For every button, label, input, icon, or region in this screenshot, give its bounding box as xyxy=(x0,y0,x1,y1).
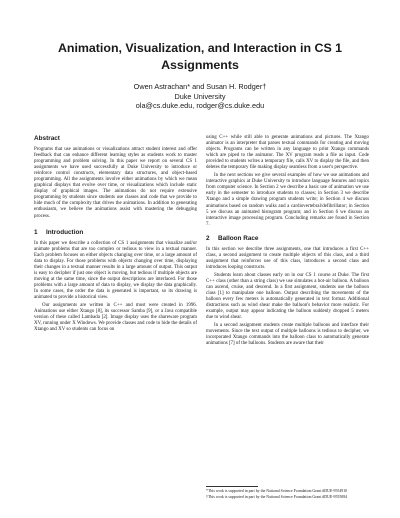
footnote: *This work is supported in part by the National Science Foundation Grant #DUE-9554910 xyxy=(206,489,348,493)
balloon-paragraph: Students learn about classes early on in our CS 1 course at Duke. The first C++ class (other than a string class) we use simulates a hot-air balloon. A balloon can ascend, cruise, and descend. In a first assignment, students use the balloon class [1] to manipulate one balloon. Output describing the movements of the balloon every few meters is automatically generated in text format. Additional distractions such as wind shear make the balloon's behavior more realistic. For example, output may appear indicating the balloon suddenly dropped 5 meters due to wind shear. xyxy=(206,272,369,321)
section-heading-balloon-race xyxy=(206,235,369,243)
abstract-heading: Abstract xyxy=(34,135,60,142)
section-title: Introduction xyxy=(46,228,84,236)
section-title: Balloon Race xyxy=(218,234,259,242)
author-affiliation: Duke University xyxy=(174,91,226,101)
footnote-rule xyxy=(206,486,258,487)
right-column xyxy=(206,135,369,349)
left-column xyxy=(34,135,197,335)
section-heading-introduction xyxy=(34,229,197,237)
paper-title: Animation, Visualization, and Interaction in CS 1 Assignments xyxy=(57,41,343,72)
balloon-paragraph: In a second assignment students create multiple balloons and interface their movements. Since the text output of multiple balloons is tedious to decipher, we incorporated Xtango commands into the balloon class to automatically generate animations [7] of the balloons. Students are aware that their xyxy=(206,323,369,347)
author-emails: ola@cs.duke.edu, rodger@cs.duke.edu xyxy=(135,101,265,111)
footnotes xyxy=(206,486,369,500)
intro-continued-paragraph: using C++ while still able to generate animations and pictures. The Xtango animator is an interpreter that parses textual commands for creating and moving objects. Programs can be written in any language to print Xtango commands which are piped to the animator. The XV program reads a file as input. Code provided to students writes a temporary file, calls XV to display the file, and then deletes the temporary file making display seamless from a user's perspective. xyxy=(206,135,369,171)
author-block xyxy=(20,82,380,111)
section-number: 1 xyxy=(34,228,38,236)
intro-paragraph: In this paper we describe a collection of CS 1 assignments that visualize and/or animate problems that are too complex or tedious to view in a textual manner. Each problem focuses on either objects changing over time, or a large amount of data to display. For those problems with objects changing over time, displaying their changes in a textual manner results in a large amount of output. This output is easy to decipher if just one object is moving, but tedious if multiple objects are moving at the same time, since the output descriptions are interlaced. For those problems with a large amount of data to display, we display the data graphically. In some cases, the order the data is generated is important, so its drawing is animated to provide a historical view. xyxy=(34,240,197,300)
abstract-paragraph: Programs that use animations or visualizations attract student interest and offer feedback that can enhance different learning styles as students work to master programming and problem solving. In this paper we report on several CS 1 assignments we have used successfully at Duke University to introduce or reinforce control constructs, elementary data structures, and object-based programming. All the assignments involve either animations by which we mean graphical displays that evolve over time, or visualizations which include static display of graphical images. The animations do not require extensive programming by students since students use classes and code that we provide to hide much of the complexity that drives the animations. In addition to generating enthusiasm, we believe the animations assist with mastering the debugging process. xyxy=(34,147,197,219)
intro-paragraph: Our assignments are written in C++ and most were created in 1996. Animations use either Xtango [8], its successor Samba [9], or a Java compatible version of these called Lambada [2]. Image display uses the shareware program XV, running under X Windows. We provide classes and code to hide the details of Xtango and XV so students can focus on xyxy=(34,303,197,333)
intro-continued-paragraph: In the next sections we give several examples of how we use animations and interactive graphics at Duke University to introduce language features and topics from computer science. In Section 2 we describe a basic use of animation we use early in the semester to introduce students to classes; in Section 3 we describe Xtango and a simple drawing program students write; in Section 4 we discuss animations based on random walks and a cardiovertebral/defibrillator; in Section 5 we discuss an animated histogram program; and in Section 6 we discuss an interactive image processing program. Concluding remarks are found in Section 7. xyxy=(206,173,369,227)
author-names: Owen Astrachan* and Susan H. Rodger† xyxy=(133,82,267,91)
footnote: †This work is supported in part by the National Science Foundation Grant #DUE-9555084 xyxy=(206,494,348,499)
balloon-paragraph: In this section we describe three assignments, one that introduces a first C++ class, a second assignment to create multiple objects of this class, and a third assignment that reinforces use of this class, introduces a second class and introduces looping constructs. xyxy=(206,246,369,270)
section-number: 2 xyxy=(206,234,210,242)
